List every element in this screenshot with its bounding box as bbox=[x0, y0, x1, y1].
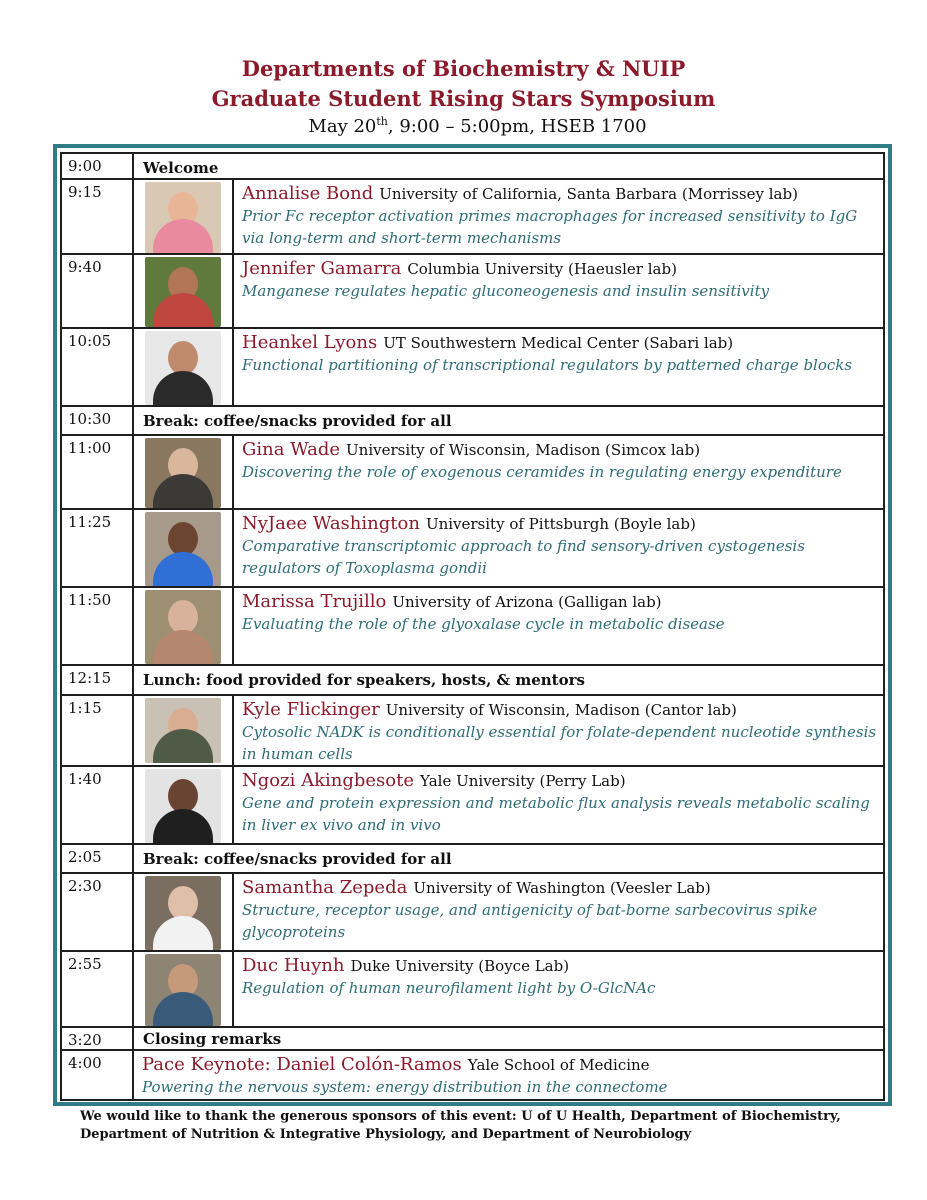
talk-cell bbox=[233, 695, 884, 766]
schedule-row bbox=[61, 766, 884, 844]
speaker-affiliation: Yale School of Medicine bbox=[467, 1056, 650, 1074]
row-time: 2:30 bbox=[61, 873, 133, 951]
row-time: 3:20 bbox=[61, 1027, 133, 1050]
schedule-row bbox=[61, 1050, 884, 1100]
speaker-photo-cell bbox=[133, 254, 233, 328]
talk-cell bbox=[233, 509, 884, 587]
speaker-affiliation: UT Southwestern Medical Center (Sabari lab) bbox=[383, 334, 734, 352]
talk-title: Functional partitioning of transcriptional regulators by patterned charge blocks bbox=[242, 356, 853, 374]
row-time: 11:50 bbox=[61, 587, 133, 665]
speaker-name: Gina Wade bbox=[242, 439, 341, 460]
row-label: Welcome bbox=[133, 153, 884, 179]
schedule-row bbox=[61, 254, 884, 328]
speaker-affiliation: Yale University (Perry Lab) bbox=[419, 772, 626, 790]
talk-cell bbox=[233, 254, 884, 328]
speaker-name: Annalise Bond bbox=[242, 183, 374, 204]
schedule-row bbox=[61, 406, 884, 435]
talk-cell bbox=[233, 587, 884, 665]
speaker-affiliation: University of Pittsburgh (Boyle lab) bbox=[425, 515, 696, 533]
speaker-photo bbox=[145, 438, 221, 508]
talk-cell bbox=[133, 1050, 884, 1100]
row-time: 1:40 bbox=[61, 766, 133, 844]
row-label: Lunch: food provided for speakers, hosts, & mentors bbox=[133, 665, 884, 695]
schedule-row bbox=[61, 1027, 884, 1050]
talk-cell bbox=[233, 179, 884, 254]
row-time: 11:00 bbox=[61, 435, 133, 509]
date-suffix: th bbox=[376, 115, 388, 128]
speaker-affiliation: University of Arizona (Galligan lab) bbox=[392, 593, 662, 611]
talk-title: Gene and protein expression and metabolic flux analysis reveals metabolic scaling in liver ex vivo and in vivo bbox=[242, 794, 870, 834]
row-label: Closing remarks bbox=[133, 1027, 884, 1050]
speaker-name: Jennifer Gamarra bbox=[242, 258, 402, 279]
speaker-affiliation: University of Wisconsin, Madison (Simcox lab) bbox=[346, 441, 701, 459]
row-time: 4:00 bbox=[61, 1050, 133, 1100]
schedule-row bbox=[61, 179, 884, 254]
talk-title: Evaluating the role of the glyoxalase cycle in metabolic disease bbox=[242, 615, 725, 633]
speaker-photo-cell bbox=[133, 951, 233, 1027]
speaker-name: Duc Huynh bbox=[242, 955, 345, 976]
header-date-line bbox=[0, 115, 927, 137]
schedule-row bbox=[61, 153, 884, 179]
talk-title: Regulation of human neurofilament light by O-GlcNAc bbox=[242, 979, 656, 997]
speaker-photo bbox=[145, 590, 221, 664]
speaker-name: Samantha Zepeda bbox=[242, 877, 408, 898]
speaker-photo bbox=[145, 331, 221, 405]
speaker-photo bbox=[145, 182, 221, 253]
schedule-row bbox=[61, 587, 884, 665]
talk-cell bbox=[233, 435, 884, 509]
speaker-name: NyJaee Washington bbox=[242, 513, 420, 534]
talk-cell bbox=[233, 873, 884, 951]
speaker-photo-cell bbox=[133, 873, 233, 951]
row-time: 10:05 bbox=[61, 328, 133, 406]
speaker-affiliation: University of Washington (Veesler Lab) bbox=[413, 879, 711, 897]
speaker-photo-cell bbox=[133, 435, 233, 509]
row-time: 2:05 bbox=[61, 844, 133, 873]
speaker-name: Marissa Trujillo bbox=[242, 591, 387, 612]
talk-cell bbox=[233, 766, 884, 844]
speaker-name: Kyle Flickinger bbox=[242, 699, 380, 720]
speaker-photo-cell bbox=[133, 766, 233, 844]
talk-cell bbox=[233, 951, 884, 1027]
speaker-photo bbox=[145, 876, 221, 950]
speaker-photo-cell bbox=[133, 328, 233, 406]
row-label: Break: coffee/snacks provided for all bbox=[133, 844, 884, 873]
schedule-row bbox=[61, 509, 884, 587]
schedule-row bbox=[61, 665, 884, 695]
schedule-row bbox=[61, 951, 884, 1027]
speaker-affiliation: University of Wisconsin, Madison (Cantor lab) bbox=[385, 701, 737, 719]
schedule-table bbox=[60, 152, 885, 1101]
speaker-affiliation: Duke University (Boyce Lab) bbox=[350, 957, 570, 975]
row-time: 9:40 bbox=[61, 254, 133, 328]
row-time: 2:55 bbox=[61, 951, 133, 1027]
header-title-line1: Departments of Biochemistry & NUIP bbox=[241, 56, 686, 81]
speaker-name: Ngozi Akingbesote bbox=[242, 770, 414, 791]
talk-title: Comparative transcriptomic approach to find sensory-driven cystogenesis regulators of Toxoplasma gondii bbox=[242, 537, 805, 577]
speaker-affiliation: Columbia University (Haeusler lab) bbox=[407, 260, 677, 278]
talk-title: Cytosolic NADK is conditionally essential for folate-dependent nucleotide synthesis in human cells bbox=[242, 723, 877, 763]
row-time: 11:25 bbox=[61, 509, 133, 587]
speaker-photo bbox=[145, 257, 221, 327]
speaker-photo-cell bbox=[133, 509, 233, 587]
talk-title: Discovering the role of exogenous ceramides in regulating energy expenditure bbox=[242, 463, 842, 481]
row-label: Break: coffee/snacks provided for all bbox=[133, 406, 884, 435]
schedule-row bbox=[61, 695, 884, 766]
row-time: 10:30 bbox=[61, 406, 133, 435]
speaker-photo bbox=[145, 769, 221, 843]
date-rest: , 9:00 – 5:00pm, HSEB 1700 bbox=[387, 116, 647, 137]
speaker-photo-cell bbox=[133, 179, 233, 254]
row-time: 12:15 bbox=[61, 665, 133, 695]
talk-title: Manganese regulates hepatic gluconeogenesis and insulin sensitivity bbox=[242, 282, 770, 300]
talk-title: Structure, receptor usage, and antigenicity of bat-borne sarbecovirus spike glycoproteins bbox=[242, 901, 818, 941]
speaker-photo-cell bbox=[133, 695, 233, 766]
schedule-row bbox=[61, 328, 884, 406]
schedule-row bbox=[61, 435, 884, 509]
speaker-photo bbox=[145, 954, 221, 1026]
speaker-photo-cell bbox=[133, 587, 233, 665]
keynote-speaker-name: Pace Keynote: Daniel Colón-Ramos bbox=[142, 1054, 462, 1075]
row-time: 9:15 bbox=[61, 179, 133, 254]
speaker-affiliation: University of California, Santa Barbara (Morrissey lab) bbox=[379, 185, 798, 203]
talk-title: Powering the nervous system: energy distribution in the connectome bbox=[142, 1078, 668, 1096]
speaker-name: Heankel Lyons bbox=[242, 332, 378, 353]
speaker-photo bbox=[145, 512, 221, 586]
schedule-row bbox=[61, 873, 884, 951]
speaker-photo bbox=[145, 698, 221, 763]
talk-title: Prior Fc receptor activation primes macrophages for increased sensitivity to IgG via long-term and short-term mechanisms bbox=[242, 207, 858, 247]
header-title-line2: Graduate Student Rising Stars Symposium bbox=[211, 86, 716, 111]
row-time: 1:15 bbox=[61, 695, 133, 766]
schedule-row bbox=[61, 844, 884, 873]
row-time: 9:00 bbox=[61, 153, 133, 179]
sponsors-note: We would like to thank the generous sponsors of this event: U of U Health, Department of Biochemistry, Department of Nutrition & Integrative Physiology, and Department of Neurobiology bbox=[80, 1109, 841, 1142]
date-month-day: May 20 bbox=[308, 116, 377, 137]
talk-cell bbox=[233, 328, 884, 406]
